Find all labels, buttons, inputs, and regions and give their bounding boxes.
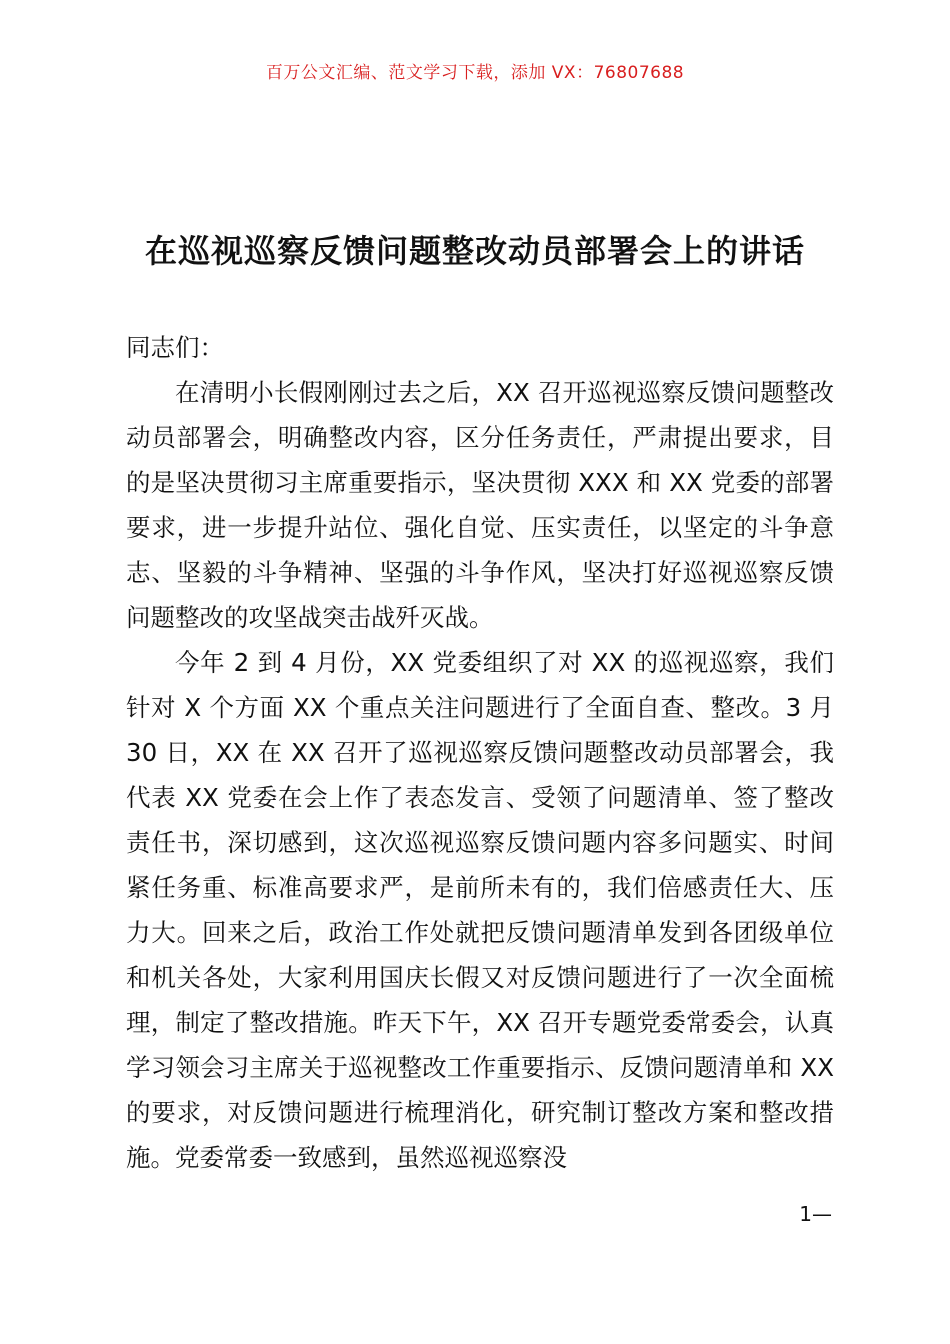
document-title: 在巡视巡察反馈问题整改动员部署会上的讲话 [144, 232, 805, 270]
document-body [126, 325, 834, 1180]
page-number: 1— [799, 1202, 832, 1226]
paragraph-2: 今年 2 到 4 月份，XX 党委组织了对 XX 的巡视巡察，我们针对 X 个方面 XX 个重点关注问题进行了全面自查、整改。3 月 30 日，XX 在 XX 召开了巡视巡察反馈问题整改动员部署会，我代表 XX 党委在会上作了表态发言、受领了问题清单、签了整改责任书，深切感到，这次巡视巡察反馈问题内容多问题实、时间紧任务重、标准高要求严，是前所未有的，我们倍感责任大、压力大。回来之后，政治工作处就把反馈问题清单发到各团级单位和机关各处，大家利用国庆长假又对反馈问题进行了一次全面梳理，制定了整改措施。昨天下午，XX 召开专题党委常委会，认真学习领会习主席关于巡视整改工作重要指示、反馈问题清单和 XX 的要求，对反馈问题进行梳理消化，研究制订整改方案和整改措施。党委常委一致感到，虽然巡视巡察没 [126, 648, 834, 1172]
salutation: 同志们： [126, 333, 224, 362]
paragraph-1: 在清明小长假刚刚过去之后，XX 召开巡视巡察反馈问题整改动员部署会，明确整改内容，区分任务责任，严肃提出要求，目的是坚决贯彻习主席重要指示，坚决贯彻 XXX 和 XX 党委的部署要求，进一步提升站位、强化自觉、压实责任，以坚定的斗争意志、坚毅的斗争精神、坚强的斗争作风，坚决打好巡视巡察反馈问题整改的攻坚战突击战歼灭战。 [126, 378, 834, 632]
header-note: 百万公文汇编、范文学习下载，添加 VX：76807688 [265, 63, 685, 83]
